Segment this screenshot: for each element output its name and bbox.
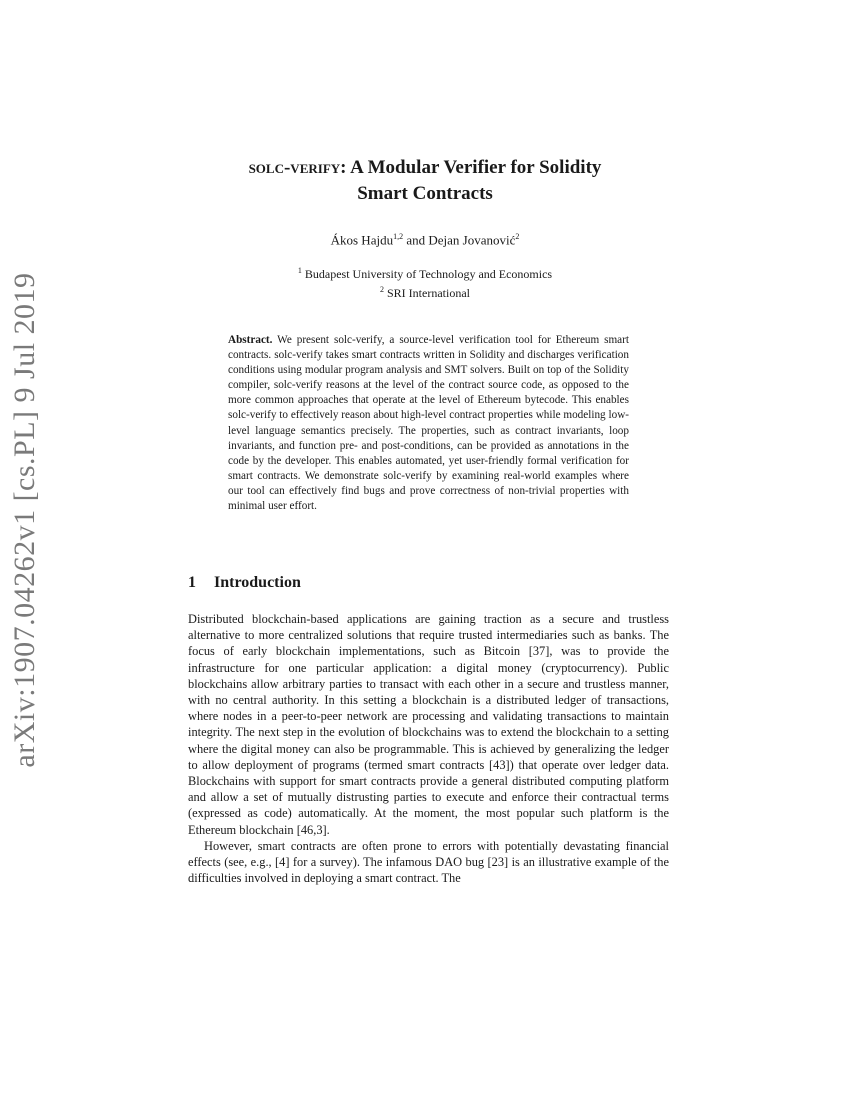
- affiliation-2-num: 2: [380, 285, 384, 294]
- author-line: [0, 232, 850, 248]
- author-2-affil: 2: [515, 232, 520, 241]
- section-title: Introduction: [214, 574, 301, 591]
- author-1: Ákos Hajdu: [330, 232, 394, 248]
- affiliation-2: [0, 282, 850, 301]
- affiliation-2-name: SRI International: [387, 286, 470, 300]
- author-1-affil: 1,2: [393, 232, 404, 241]
- abstract-text: We present solc-verify, a source-level verification tool for Ethereum smart contracts. solc-verify takes smart contracts written in Solidity and discharges verification conditions using modular program analysis and SMT solvers. Built on top of the Solidity compiler, solc-verify reasons at the level of the contract source code, as opposed to the more common approaches that operate at the level of Ethereum bytecode. This enables solc-verify to effectively reason about high-level contract properties while modeling low-level language semantics precisely. The properties, such as contract invariants, loop invariants, and function pre- and post-conditions, can be provided as annotations in the code by the developer. This enables automated, yet user-friendly formal verification for smart contracts. We demonstrate solc-verify by examining real-world examples where our tool can effectively find bugs and prove correctness of non-trivial properties with minimal user effort.: [228, 334, 629, 513]
- affiliation-1-num: 1: [297, 266, 302, 275]
- abstract-label: Abstract.: [228, 334, 273, 346]
- affiliation-1: [0, 263, 850, 282]
- section-number: 1: [188, 574, 196, 591]
- abstract: [228, 333, 629, 514]
- affiliations: [0, 263, 850, 301]
- body-text: [188, 611, 669, 886]
- tool-name: solc-verify: [248, 157, 341, 178]
- section-heading: [188, 574, 301, 592]
- paragraph-2: However, smart contracts are often prone to errors with potentially devastating financial effects (see, e.g., [4] for a survey). The infamous DAO bug [23] is an illustrative example of the difficulties involved in deploying a smart contract. The: [188, 838, 669, 886]
- arxiv-identifier: arXiv:1907.04262v1 [cs.PL] 9 Jul 2019: [8, 272, 41, 768]
- affiliation-1-name: Budapest University of Technology and Economics: [304, 267, 553, 281]
- paragraph-1: Distributed blockchain-based applications are gaining traction as a secure and trustless alternative to more centralized solutions that require trusted intermediaries such as banks. The focus of early blockchain implementations, such as Bitcoin [37], was to provide the infrastructure for one particular application: a digital money (cryptocurrency). Public blockchains allow arbitrary parties to transact with each other in a secure and trustless manner, with no central authority. In this setting a blockchain is a distributed ledger of transactions, where nodes in a peer-to-peer network are processing and validating transactions to maintain integrity. The next step in the evolution of blockchains was to extend the blockchain to a setting where the digital money can also be programmable. This is achieved by generalizing the ledger to allow deployment of programs (termed smart contracts [43]) that operate over ledger data. Blockchains with support for smart contracts provide a general distributed computing platform and allow a set of mutually distrusting parties to execute and enforce their contractual terms (expressed as code) automatically. At the moment, the most popular such platform is the Ethereum blockchain [46,3].: [188, 612, 669, 837]
- author-conjunction: and: [403, 232, 429, 248]
- title-line-2: Smart Contracts: [357, 183, 493, 204]
- paper-title: [0, 155, 850, 207]
- title-line-1-rest: : A Modular Verifier for Solidity: [340, 157, 602, 178]
- author-2: Dejan Jovanović: [428, 232, 516, 248]
- title-line-1: [0, 155, 850, 181]
